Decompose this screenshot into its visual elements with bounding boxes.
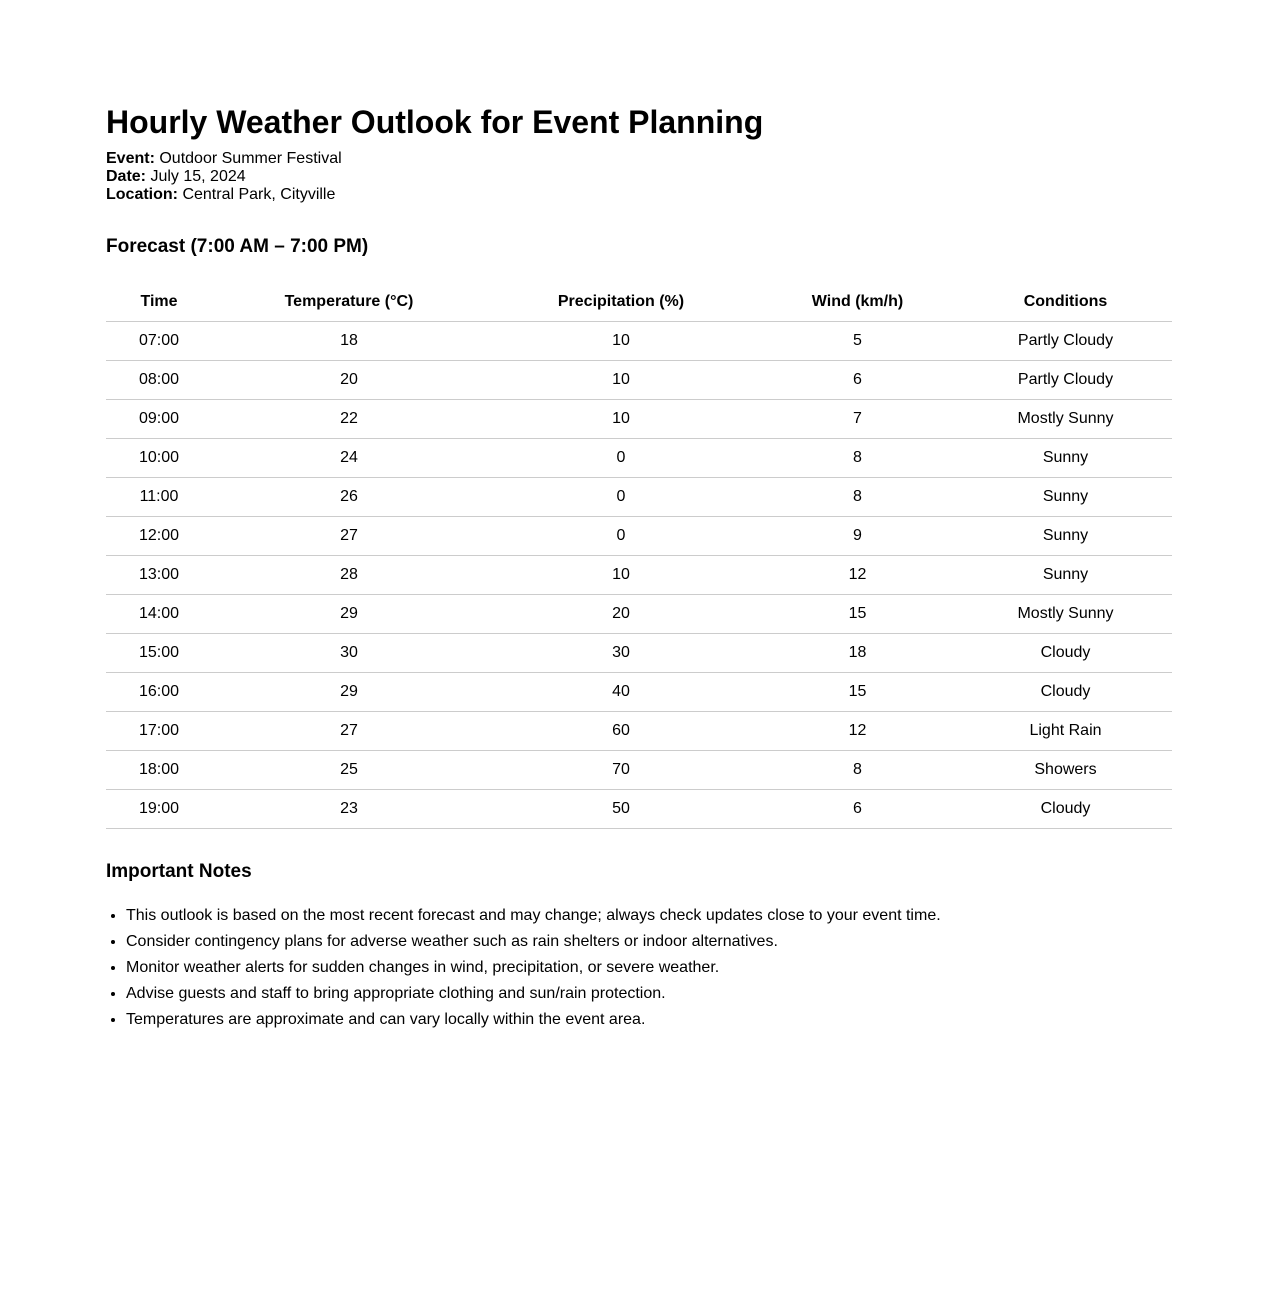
time-cell: 15:00 [106,634,212,673]
list-item: • This outlook is based on the most recent forecast and may change; always check updates close to your event time. [126,907,1172,925]
temperature-cell: 29 [212,673,486,712]
wind-cell: 12 [756,556,959,595]
conditions-cell: Cloudy [959,790,1172,829]
column-header-precipitation: Precipitation (%) [486,282,756,322]
temperature-cell: 22 [212,400,486,439]
wind-cell: 8 [756,439,959,478]
column-header-temperature: Temperature (°C) [212,282,486,322]
table-row [106,517,1172,556]
wind-cell: 15 [756,673,959,712]
time-cell: 10:00 [106,439,212,478]
location-value: Central Park, Cityville [182,186,336,203]
wind-cell: 6 [756,361,959,400]
precipitation-cell: 0 [486,478,756,517]
temperature-cell: 27 [212,712,486,751]
temperature-cell: 25 [212,751,486,790]
event-value: Outdoor Summer Festival [159,150,342,167]
precipitation-cell: 10 [486,556,756,595]
time-cell: 18:00 [106,751,212,790]
list-item: • Consider contingency plans for adverse weather such as rain shelters or indoor alternatives. [126,933,1172,951]
time-cell: 16:00 [106,673,212,712]
wind-cell: 9 [756,517,959,556]
precipitation-cell: 10 [486,322,756,361]
temperature-cell: 26 [212,478,486,517]
wind-cell: 8 [756,478,959,517]
temperature-cell: 18 [212,322,486,361]
wind-cell: 8 [756,751,959,790]
table-row [106,634,1172,673]
temperature-cell: 24 [212,439,486,478]
temperature-cell: 20 [212,361,486,400]
precipitation-cell: 10 [486,400,756,439]
list-item: • Temperatures are approximate and can vary locally within the event area. [126,1011,1172,1029]
conditions-cell: Partly Cloudy [959,361,1172,400]
table-row [106,400,1172,439]
temperature-cell: 28 [212,556,486,595]
event-line [106,150,1172,168]
temperature-cell: 29 [212,595,486,634]
conditions-cell: Showers [959,751,1172,790]
wind-cell: 7 [756,400,959,439]
time-cell: 19:00 [106,790,212,829]
notes-list [106,907,1172,1029]
table-header-row [106,282,1172,322]
time-cell: 08:00 [106,361,212,400]
date-label: Date: [106,168,147,185]
table-row [106,439,1172,478]
table-row [106,361,1172,400]
table-row [106,751,1172,790]
page-title: Hourly Weather Outlook for Event Planning [106,104,764,140]
event-label: Event: [106,150,155,167]
list-item: • Monitor weather alerts for sudden changes in wind, precipitation, or severe weather. [126,959,1172,977]
table-row [106,595,1172,634]
table-row [106,712,1172,751]
precipitation-cell: 30 [486,634,756,673]
date-value: July 15, 2024 [150,168,246,185]
conditions-cell: Light Rain [959,712,1172,751]
conditions-cell: Mostly Sunny [959,595,1172,634]
time-cell: 17:00 [106,712,212,751]
precipitation-cell: 10 [486,361,756,400]
time-cell: 13:00 [106,556,212,595]
table-row [106,673,1172,712]
precipitation-cell: 70 [486,751,756,790]
forecast-heading: Forecast (7:00 AM – 7:00 PM) [106,236,369,257]
wind-cell: 6 [756,790,959,829]
conditions-cell: Sunny [959,517,1172,556]
list-item: • Advise guests and staff to bring appropriate clothing and sun/rain protection. [126,985,1172,1003]
wind-cell: 15 [756,595,959,634]
precipitation-cell: 60 [486,712,756,751]
temperature-cell: 23 [212,790,486,829]
conditions-cell: Sunny [959,556,1172,595]
precipitation-cell: 20 [486,595,756,634]
table-row [106,478,1172,517]
event-details [106,150,1172,204]
time-cell: 12:00 [106,517,212,556]
location-label: Location: [106,186,178,203]
conditions-cell: Sunny [959,478,1172,517]
conditions-cell: Cloudy [959,673,1172,712]
conditions-cell: Cloudy [959,634,1172,673]
column-header-conditions: Conditions [959,282,1172,322]
notes-heading: Important Notes [106,861,252,882]
precipitation-cell: 0 [486,517,756,556]
precipitation-cell: 0 [486,439,756,478]
precipitation-cell: 50 [486,790,756,829]
wind-cell: 12 [756,712,959,751]
conditions-cell: Partly Cloudy [959,322,1172,361]
wind-cell: 18 [756,634,959,673]
time-cell: 14:00 [106,595,212,634]
forecast-table [106,282,1172,829]
table-row [106,322,1172,361]
table-row [106,556,1172,595]
precipitation-cell: 40 [486,673,756,712]
time-cell: 09:00 [106,400,212,439]
temperature-cell: 30 [212,634,486,673]
location-line [106,186,1172,204]
time-cell: 11:00 [106,478,212,517]
time-cell: 07:00 [106,322,212,361]
temperature-cell: 27 [212,517,486,556]
conditions-cell: Mostly Sunny [959,400,1172,439]
conditions-cell: Sunny [959,439,1172,478]
date-line [106,168,1172,186]
wind-cell: 5 [756,322,959,361]
table-row [106,790,1172,829]
column-header-wind: Wind (km/h) [756,282,959,322]
column-header-time: Time [106,282,212,322]
